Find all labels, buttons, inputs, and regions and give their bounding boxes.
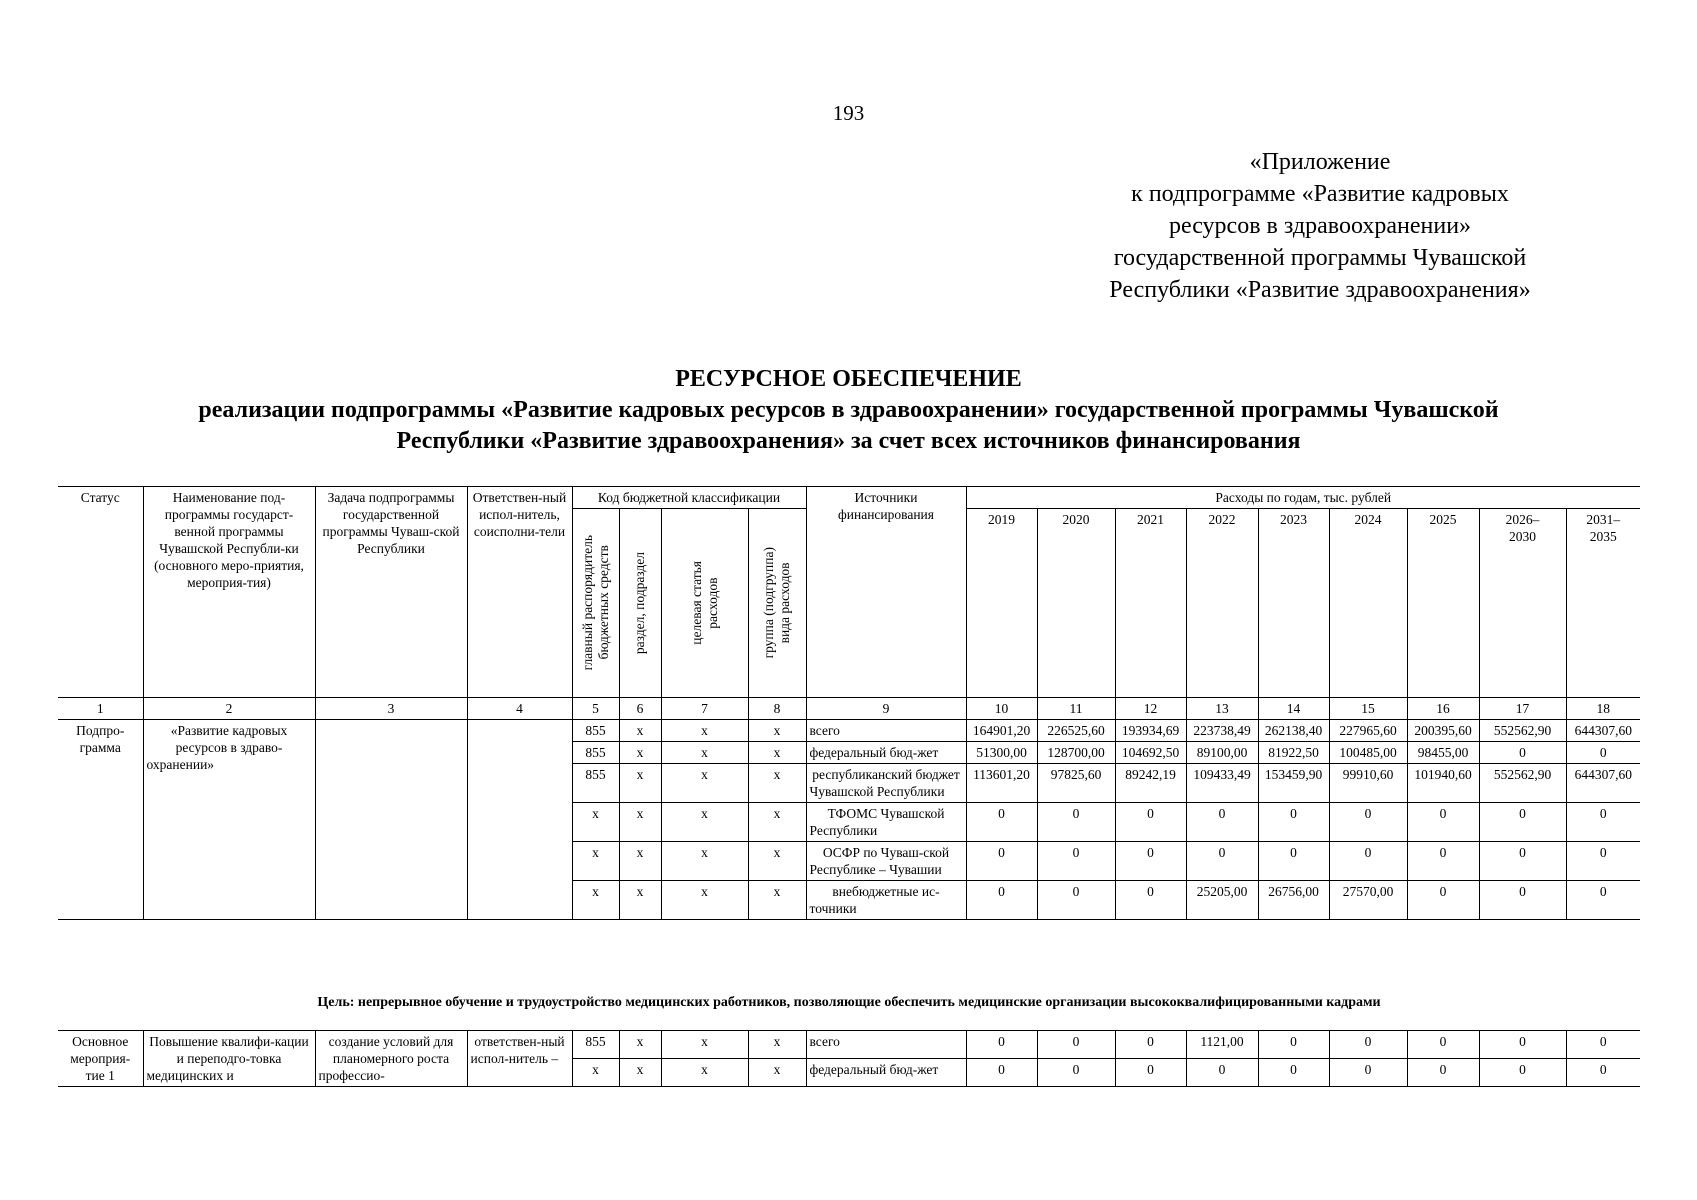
- funding-source: федеральный бюд-жет: [806, 742, 966, 764]
- row-status: Подпро-грамма: [58, 720, 143, 920]
- expense-value: 89100,00: [1186, 742, 1258, 764]
- expense-value: 0: [1566, 881, 1640, 920]
- header-year: 2024: [1329, 509, 1407, 698]
- budget-code-cell: x: [661, 764, 748, 803]
- expense-value: 100485,00: [1329, 742, 1407, 764]
- expense-value: 0: [1566, 1059, 1640, 1087]
- expense-value: 0: [1037, 1031, 1115, 1059]
- row-status: Основное мероприя-тие 1: [58, 1031, 143, 1087]
- column-number: 17: [1479, 698, 1566, 720]
- header-year: 2026– 2030: [1479, 509, 1566, 698]
- budget-code-cell: x: [619, 1059, 661, 1087]
- expense-value: 98455,00: [1407, 742, 1479, 764]
- budget-code-cell: 855: [572, 1031, 619, 1059]
- column-number: 16: [1407, 698, 1479, 720]
- event-table: [58, 1030, 1640, 1087]
- expense-value: 0: [1258, 1059, 1329, 1087]
- expense-value: 0: [1566, 742, 1640, 764]
- column-number: 1: [58, 698, 143, 720]
- expense-value: 0: [1037, 803, 1115, 842]
- resource-table: [58, 486, 1640, 920]
- budget-code-cell: x: [661, 881, 748, 920]
- appendix-line: ресурсов в здравоохранении»: [1168, 213, 1472, 239]
- row-name: Повышение квалифи-кации и переподго-товка медицинских и: [143, 1031, 315, 1087]
- header-code-label: целевая статья расходов: [688, 561, 720, 645]
- header-expenses: Расходы по годам, тыс. рублей: [966, 487, 1640, 509]
- expense-value: 25205,00: [1186, 881, 1258, 920]
- header-responsible: Ответствен-ный испол-нитель, соисполни-тели: [467, 487, 572, 698]
- expense-value: 0: [966, 842, 1037, 881]
- appendix-line: к подпрограмме «Развитие кадровых: [1131, 181, 1509, 207]
- expense-value: 0: [1407, 842, 1479, 881]
- expense-value: 51300,00: [966, 742, 1037, 764]
- column-number: 3: [315, 698, 467, 720]
- expense-value: 0: [1115, 842, 1186, 881]
- page-number: 193: [832, 101, 865, 125]
- column-number: 10: [966, 698, 1037, 720]
- expense-value: 223738,49: [1186, 720, 1258, 742]
- column-number: 8: [748, 698, 806, 720]
- header-code-col: [748, 509, 806, 698]
- column-number: 5: [572, 698, 619, 720]
- funding-source: ОСФР по Чуваш-ской Республике – Чувашии: [806, 842, 966, 881]
- column-number: 15: [1329, 698, 1407, 720]
- budget-code-cell: x: [619, 764, 661, 803]
- expense-value: 0: [1115, 1031, 1186, 1059]
- funding-source: всего: [806, 1031, 966, 1059]
- column-numbers-row: [58, 698, 1640, 720]
- expense-value: 0: [1329, 1031, 1407, 1059]
- expense-value: 0: [1479, 842, 1566, 881]
- budget-code-cell: x: [748, 1031, 806, 1059]
- expense-value: 0: [1407, 1059, 1479, 1087]
- column-number: 18: [1566, 698, 1640, 720]
- expense-value: 153459,90: [1258, 764, 1329, 803]
- budget-code-cell: x: [661, 720, 748, 742]
- expense-value: 0: [1037, 881, 1115, 920]
- title-line: реализации подпрограммы «Развитие кадровых ресурсов в здравоохранении» государственной программы Чувашской: [198, 397, 1499, 423]
- budget-code-cell: x: [661, 742, 748, 764]
- expense-value: 89242,19: [1115, 764, 1186, 803]
- row-task: создание условий для планомерного роста профессио-: [315, 1031, 467, 1087]
- row-responsible: [467, 720, 572, 920]
- expense-value: 0: [1258, 1031, 1329, 1059]
- expense-value: 193934,69: [1115, 720, 1186, 742]
- expense-value: 0: [1258, 842, 1329, 881]
- expense-value: 0: [1407, 881, 1479, 920]
- expense-value: 0: [1479, 881, 1566, 920]
- header-year: 2020: [1037, 509, 1115, 698]
- budget-code-cell: 855: [572, 720, 619, 742]
- column-number: 12: [1115, 698, 1186, 720]
- expense-value: 81922,50: [1258, 742, 1329, 764]
- expense-value: 0: [966, 881, 1037, 920]
- expense-value: 99910,60: [1329, 764, 1407, 803]
- goal-text: Цель: непрерывное обучение и трудоустройство медицинских работников, позволяющие обеспечить медицинские организации высококвалифицированными кадрами: [317, 995, 1381, 1010]
- funding-source: всего: [806, 720, 966, 742]
- budget-code-cell: x: [572, 881, 619, 920]
- budget-code-cell: x: [572, 842, 619, 881]
- row-responsible: ответствен-ный испол-нитель –: [467, 1031, 572, 1087]
- budget-code-cell: x: [748, 803, 806, 842]
- expense-value: 113601,20: [966, 764, 1037, 803]
- expense-value: 104692,50: [1115, 742, 1186, 764]
- expense-value: 128700,00: [1037, 742, 1115, 764]
- subprogram-block: [58, 720, 1640, 920]
- budget-code-cell: x: [748, 742, 806, 764]
- header-year: 2022: [1186, 509, 1258, 698]
- budget-code-cell: x: [661, 1059, 748, 1087]
- header-code-col: [619, 509, 661, 698]
- header-status: Статус: [58, 487, 143, 698]
- budget-code-cell: x: [619, 881, 661, 920]
- expense-value: 0: [1037, 842, 1115, 881]
- expense-value: 27570,00: [1329, 881, 1407, 920]
- appendix-note: [1080, 146, 1560, 306]
- column-number: 13: [1186, 698, 1258, 720]
- header-code-label: главный распорядитель бюджетных средств: [579, 535, 611, 671]
- document-title: [0, 364, 1697, 457]
- column-number: 9: [806, 698, 966, 720]
- expense-value: 644307,60: [1566, 764, 1640, 803]
- budget-code-cell: x: [748, 720, 806, 742]
- expense-value: 0: [1258, 803, 1329, 842]
- budget-code-cell: x: [619, 803, 661, 842]
- expense-value: 0: [1566, 842, 1640, 881]
- expense-value: 644307,60: [1566, 720, 1640, 742]
- budget-code-cell: x: [619, 1031, 661, 1059]
- expense-value: 0: [1329, 842, 1407, 881]
- expense-value: 226525,60: [1037, 720, 1115, 742]
- appendix-line: «Приложение: [1249, 149, 1391, 175]
- budget-code-cell: x: [748, 881, 806, 920]
- expense-value: 200395,60: [1407, 720, 1479, 742]
- expense-value: 0: [966, 1031, 1037, 1059]
- expense-value: 0: [1479, 803, 1566, 842]
- expense-value: 0: [1329, 1059, 1407, 1087]
- expense-value: 26756,00: [1258, 881, 1329, 920]
- table-row: [58, 1031, 1640, 1059]
- expense-value: 0: [1407, 1031, 1479, 1059]
- expense-value: 0: [1115, 803, 1186, 842]
- budget-code-cell: x: [619, 720, 661, 742]
- funding-source: федеральный бюд-жет: [806, 1059, 966, 1087]
- header-year: 2019: [966, 509, 1037, 698]
- budget-code-cell: x: [619, 742, 661, 764]
- header-year: 2021: [1115, 509, 1186, 698]
- budget-code-cell: x: [748, 842, 806, 881]
- title-line: РЕСУРСНОЕ ОБЕСПЕЧЕНИЕ: [675, 366, 1022, 392]
- expense-value: 0: [1479, 742, 1566, 764]
- header-name: Наименование под-программы государст-венной программы Чувашской Республи-ки (основного меро-приятия, мероприя-тия): [143, 487, 315, 698]
- funding-source: республиканский бюджет Чувашской Республики: [806, 764, 966, 803]
- header-budget-code: Код бюджетной классификации: [572, 487, 806, 509]
- expense-value: 0: [1186, 1059, 1258, 1087]
- row-task: [315, 720, 467, 920]
- budget-code-cell: 855: [572, 742, 619, 764]
- expense-value: 0: [966, 803, 1037, 842]
- header-task: Задача подпрограммы государственной программы Чуваш-ской Республики: [315, 487, 467, 698]
- budget-code-cell: x: [572, 803, 619, 842]
- header-code-label: раздел, подраздел: [632, 551, 647, 655]
- column-number: 6: [619, 698, 661, 720]
- header-year: 2023: [1258, 509, 1329, 698]
- funding-source: ТФОМС Чувашской Республики: [806, 803, 966, 842]
- expense-value: 0: [1407, 803, 1479, 842]
- appendix-line: Республики «Развитие здравоохранения»: [1109, 277, 1531, 303]
- appendix-line: государственной программы Чувашской: [1113, 245, 1527, 271]
- header-code-col: [661, 509, 748, 698]
- expense-value: 0: [1566, 1031, 1640, 1059]
- title-line: Республики «Развитие здравоохранения» за счет всех источников финансирования: [396, 428, 1301, 454]
- row-name: «Развитие кадровых ресурсов в здраво-охранении»: [143, 720, 315, 920]
- expense-value: 0: [1037, 1059, 1115, 1087]
- expense-value: 552562,90: [1479, 764, 1566, 803]
- expense-value: 552562,90: [1479, 720, 1566, 742]
- expense-value: 227965,60: [1329, 720, 1407, 742]
- expense-value: 0: [1479, 1031, 1566, 1059]
- expense-value: 0: [1115, 881, 1186, 920]
- budget-code-cell: x: [748, 764, 806, 803]
- expense-value: 0: [966, 1059, 1037, 1087]
- column-number: 7: [661, 698, 748, 720]
- column-number: 14: [1258, 698, 1329, 720]
- header-code-label: группа (подгруппа) вида расходов: [761, 547, 792, 659]
- expense-value: 97825,60: [1037, 764, 1115, 803]
- expense-value: 101940,60: [1407, 764, 1479, 803]
- expense-value: 0: [1329, 803, 1407, 842]
- budget-code-cell: x: [619, 842, 661, 881]
- expense-value: 109433,49: [1186, 764, 1258, 803]
- column-number: 2: [143, 698, 315, 720]
- expense-value: 0: [1186, 842, 1258, 881]
- funding-source: внебюджетные ис-точники: [806, 881, 966, 920]
- expense-value: 0: [1479, 1059, 1566, 1087]
- column-number: 11: [1037, 698, 1115, 720]
- event-block: [58, 1031, 1640, 1087]
- expense-value: 262138,40: [1258, 720, 1329, 742]
- budget-code-cell: x: [572, 1059, 619, 1087]
- budget-code-cell: x: [748, 1059, 806, 1087]
- table-row: [58, 720, 1640, 742]
- budget-code-cell: x: [661, 803, 748, 842]
- header-year: 2025: [1407, 509, 1479, 698]
- expense-value: 0: [1186, 803, 1258, 842]
- expense-value: 1121,00: [1186, 1031, 1258, 1059]
- header-sources: Источники финансирования: [806, 487, 966, 698]
- budget-code-cell: 855: [572, 764, 619, 803]
- expense-value: 0: [1566, 803, 1640, 842]
- budget-code-cell: x: [661, 842, 748, 881]
- expense-value: 164901,20: [966, 720, 1037, 742]
- expense-value: 0: [1115, 1059, 1186, 1087]
- budget-code-cell: x: [661, 1031, 748, 1059]
- column-number: 4: [467, 698, 572, 720]
- header-year: 2031– 2035: [1566, 509, 1640, 698]
- header-code-col: [572, 509, 619, 698]
